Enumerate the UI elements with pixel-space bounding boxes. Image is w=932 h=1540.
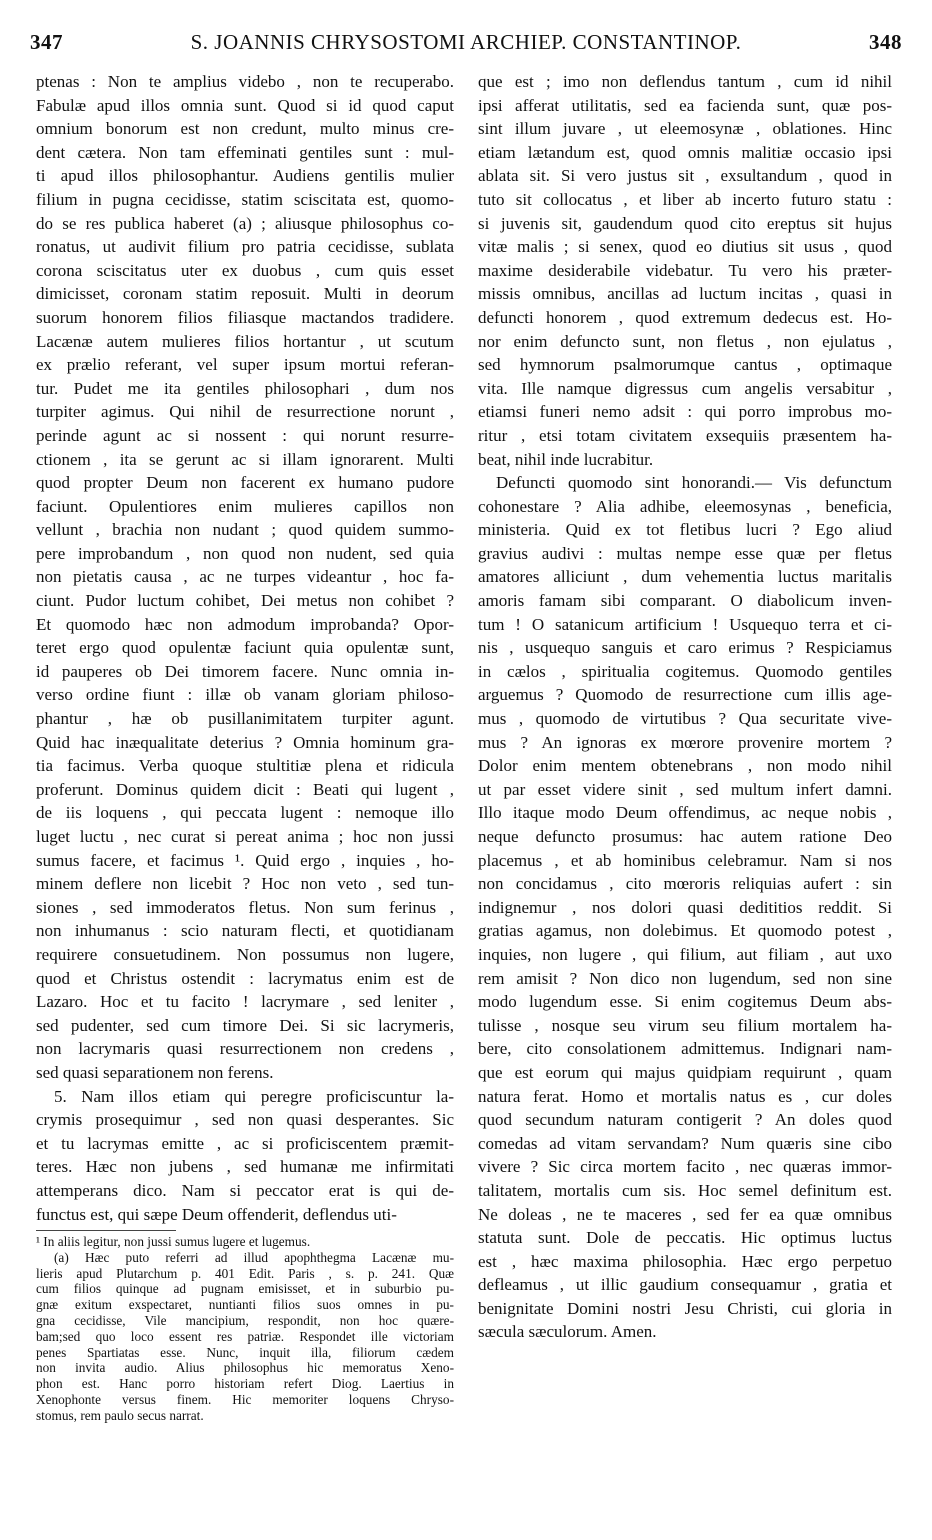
footnote-line: gnæ exitum exspectaret, nuntianti filios suos omnes in pu- [36,1297,454,1313]
text-line: non lacrymaris quasi resurrectionem non credens , [36,1039,454,1059]
text-line: neque defuncto prosumus: hac autem ratione Deo [478,827,892,846]
text-line: crymis prosequimur , sed non quasi desperantes. Sic [36,1110,454,1130]
text-line: Dolor enim mentem obtenebrans , non modo nihil [478,756,892,776]
text-line: est , hæc maxima philosophia. Hæc ergo perpetuo [478,1251,892,1271]
text-line: benignitate Domini nostri Jesu Christi, cui gloria in [478,1298,892,1318]
text-line: do se res publica haberet (a) ; aliusque philosophus co- [36,213,454,233]
text-line: attemperans dico. Nam si peccator erat is qui de- [36,1180,454,1200]
text-line: proferunt. Dominus quidem dicit : Beati qui lugent , [36,779,454,799]
text-line: mus ? An ignoras ex mœrore provenire mortem ? [478,732,892,752]
text-line: dent cætera. Non tam effeminati gentiles sunt : mul- [36,142,454,162]
text-line: ritur , etsi totam civitatem exsequiis præsentem ha- [478,425,892,445]
text-line: tum ! O satanicum artificium ! Usquequo terra et ci- [478,614,892,634]
running-title: S. JOANNIS CHRYSOSTOMI ARCHIEP. CONSTANTINOP. [190,30,742,54]
text-line: cohonestare ? Alia adhibe, eleemosynas , beneficia, [478,496,892,516]
text-line: ablata sit. Si vero justus sit , exsultandum , quod in [478,166,892,186]
text-line: requirere consuetudinem. Non possumus non lugere, [36,944,454,964]
footnote-line: (a) Hæc puto referri ad illud apophthegma Lacænæ mu- [54,1249,454,1265]
text-line: que est eorum qui majus quidpiam requirunt , quam [478,1062,892,1082]
text-line: tia facimus. Verba quoque stultitiæ plena et ridicula [36,756,454,776]
text-line: ut par esset videre sinit , sed multum infert damni. [478,779,892,799]
text-line: teres. Hæc non jubens , sed humanæ me infirmitati [36,1157,454,1177]
text-line: de iis loquens , qui peccata lugent : nemoque illo [36,803,454,823]
text-line: ronatus, ut audivit filium pro patria cecidisse, sublata [36,237,454,257]
text-line: comedas ad vitam servandam? Num quæris sine cibo [478,1133,892,1153]
text-line: suorum honorem filios filiasque mactandos tradidere. [36,307,454,327]
page-number-left: 347 [30,30,63,54]
text-line: ciunt. Pudor luctum cohibet, Dei metus non cohibet ? [36,591,454,611]
text-line: vitæ malis ; si senex, quod eo diutius sit usus , quod [478,237,892,257]
text-line: que est ; imo non deflendus tantum , cum id nihil [478,72,892,91]
text-line: Quid hac inæqualitate deterius ? Omnia hominum gra- [36,732,454,752]
text-line: etiam lætandum est, quod omnis malitiæ occasio ipsi [478,142,892,162]
footnote-line: gna cecidisse, Vile mancipium, respondit, non hoc quære- [36,1312,454,1328]
text-line: defleamus , ut illic gaudium consequamur , gratia et [478,1275,892,1295]
text-line: nis , usquequo sanguis et caro erimus ? Respiciamus [478,638,892,658]
footnotes [36,1234,454,1424]
text-line: non concidamus , cito mœroris reliquias aufert : sin [478,874,892,894]
text-line: quod et Christus ostendit : lacrymatus enim est de [36,968,454,988]
text-line: quod secundum naturam contigerit ? An doles quod [478,1110,892,1130]
text-line: faciunt. Opulentiores enim mulieres capillos non [36,496,454,516]
text-line: turpiter agimus. Qui nihil de resurrectione norunt , [36,402,454,422]
text-line: teret ergo quod opulentæ faciunt quia opulentæ sunt, [36,638,454,658]
text-line: quod propter Deum non facerent ex humano pudore [36,473,454,493]
text-line: sumus facere, et facimus ¹. Quid ergo , inquies , ho- [36,850,454,870]
text-line: amatores alliciunt , dum vehementia luctus maritalis [478,567,892,587]
text-line: nor enim defuncto sunt, non fletus , non ejulatus , [478,331,892,351]
text-line: phantur , hæ ob pusillanimitatem turpiter agunt. [36,709,454,729]
text-line: sed pudenter, sed cum timore Dei. Si sic lacrymeris, [36,1015,454,1035]
text-line: non pietatis causa , ac ne turpes videantur , hoc fa- [36,567,454,587]
left-column [36,70,454,1226]
text-line: Et quomodo hæc non admodum improbanda? Opor- [36,614,454,634]
text-line: statuta sunt. Dole de peccatis. Hic optimus luctus [478,1228,892,1248]
text-line: arguemus ? Quomodo de resurrectione cum illis age- [478,685,892,705]
text-line: tur. Pudet me ita gentiles philosophari , dum nos [36,378,454,398]
text-line: mus , quomodo de virtutibus ? Qua securitate vive- [478,709,892,729]
text-line: perinde agunt ac si nossent : qui norunt resurre- [36,425,454,445]
text-line: talitatem, mortalis cum sis. Hoc semel definitum est. [478,1180,892,1200]
text-line: amoris famam sibi comparant. O diabolicum inven- [478,591,892,611]
text-line: gravius audivi : multas nempe esse quæ per fletus [478,543,892,563]
text-line: defuncti honorem , quod extremum dedecus est. Ho- [478,307,892,327]
text-line: Fabulæ apud illos omnia sunt. Quod si id quod caput [36,95,454,115]
right-column [478,70,892,1344]
text-line: sed hymnorum psalmorumque cantus , optimaque [478,355,892,375]
text-line: ctionem , ita se gerunt ac si illam ignorarent. Multi [36,449,454,469]
text-line: inquies, non lugere , qui filium, aut filiam , aut uxo [478,944,892,964]
footnote-line: lieris apud Plutarchum p. 401 Edit. Paris , s. p. 241. Quæ [36,1265,454,1281]
text-line: tuto sit collocatus , et liber ab incerto futuro statu : [478,189,892,209]
text-line: sæcula sæculorum. Amen. [478,1322,657,1342]
text-line: ipsi afferat utilitatis, sed ea facienda sunt, quæ pos- [478,95,892,115]
footnote-line: stomus, rem paulo secus narrat. [36,1407,204,1423]
page-header [30,30,902,60]
text-line: in cælos , spiritualia cogitemus. Quomodo gentiles [478,661,892,681]
text-line: rem amisit ? Non dico non lugendum, sed non sine [478,968,892,988]
text-line: verso ordine fiunt : illæ ob vanam gloriam philoso- [36,685,454,705]
text-line: pere improbandum , non quod non nudent, sed quia [36,543,454,563]
footnote-line: Xenophonte versus finem. Hic memoriter loquens Chryso- [36,1391,454,1407]
text-line: Illo itaque modo Deum offendimus, ac neque nobis , [478,803,892,823]
text-line: luget luctu , nec curat si pereat anima ; hoc non jussi [36,827,454,846]
text-line: siones , sed immoderatos fletus. Non sum ferinus , [36,897,454,917]
text-line: indignemur , nos dolori quasi dedititios reddit. Si [478,897,892,917]
text-line: ministeria. Quid ex tot fletibus lucri ? Ego aliud [478,520,892,540]
footnote-line: bam;sed quo loco essent res patriæ. Respondet ille victoriam [36,1328,454,1344]
text-line: tulisse , nosque seu virum seu filium mortalem ha- [478,1015,892,1035]
text-line: sint illum juvare , ut eleemosynæ , oblationes. Hinc [478,119,892,139]
text-line: dimicisset, coronam statim reposuit. Multi in deorum [36,284,454,304]
text-line: vellunt , brachia non nudant ; quod quidem summo- [36,520,454,540]
text-line: functus est, qui sæpe Deum offenderit, deflendus uti- [36,1204,397,1224]
text-line: Lacænæ autem mulieres filios hortantur , ut scutum [36,331,454,351]
text-line: id pauperes ob Dei timorem facere. Nunc omnia in- [36,661,454,681]
text-line: omnium bonorum est non credunt, multo minus cre- [36,119,454,139]
text-line: Ne doleas , ne te maceres , sed fer ea quæ omnibus [478,1204,892,1224]
page-number-right: 348 [869,30,902,54]
text-line: bere, cito consolationem admittemus. Indignari nam- [478,1039,892,1059]
footnote-line: cum filios quinque ad pugnam emisisset, et in suburbio pu- [36,1281,454,1297]
footnote-line: phon est. Hanc porro historiam refert Diog. Laertius in [36,1376,454,1392]
text-line: corona sciscitatus uter ex duobus , cum quis esset [36,260,454,280]
text-line: missis omnibus, ancillas ad luctum incitas , quasi in [478,284,892,304]
text-line: non inhumanus : scio naturam flecti, et quotidianam [36,921,454,941]
text-line: vita. Ille namque digressus cum angelis versabitur , [478,378,892,398]
footnote-line: non invita audio. Alius philosophus hic memoratus Xeno- [36,1360,454,1376]
text-line: minem deflere non licebit ? Hoc non veto , sed tun- [36,874,454,894]
text-line: ti apud illos philosophantur. Audiens gentilis mulier [36,166,454,186]
text-line: 5. Nam illos etiam qui peregre proficiscuntur la- [54,1086,454,1106]
text-line: et tu lacrymas emitte , ac si proficiscentem præmit- [36,1133,454,1153]
text-line: maxime desiderabile videbatur. Tu vero his præter- [478,260,892,280]
text-line: natura ferat. Homo et mortalis natus es , cur doles [478,1086,892,1106]
text-line: placemus , et ab hominibus celebramur. Nam si nos [478,850,892,870]
text-line: ptenas : Non te amplius videbo , non te recuperabo. [36,72,454,91]
text-line: beat, nihil inde lucrabitur. [478,449,654,469]
footnote-line: penes Spartiatas esse. Nunc, inquit illa, filiorum cædem [36,1344,454,1360]
text-line: vivere ? Sic circa mortem facito , nec quæras immor- [478,1157,892,1177]
text-line: gratias agamus, non dolebimus. Et quomodo potest , [478,921,892,941]
text-line: Defuncti quomodo sint honorandi.— Vis defunctum [496,473,892,493]
text-line: si juvenis sit, gaudendum quod cito ereptus sit hujus [478,213,892,233]
footnote-rule [36,1230,176,1231]
text-line: etiamsi funeri nemo adsit : qui porro improbus mo- [478,402,892,422]
text-line: sed quasi separationem non ferens. [36,1062,274,1082]
text-line: Lazaro. Hoc et tu facito ! lacrymare , sed leniter , [36,992,454,1012]
text-line: modo lugendum esse. Si enim cogitemus Deum abs- [478,992,892,1012]
text-line: ex prælio referant, vel super ipsum mortui referan- [36,355,454,375]
text-line: filium in pugna cecidisse, statim sciscitata est, quomo- [36,189,454,209]
footnote-line: ¹ In aliis legitur, non jussi sumus lugere et lugemus. [36,1234,311,1249]
